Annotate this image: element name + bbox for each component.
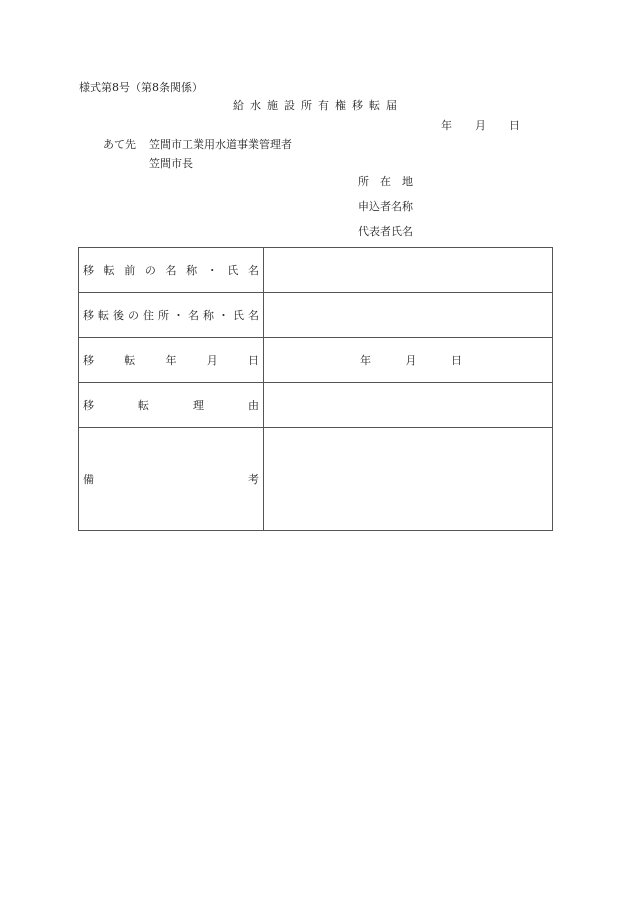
applicant-name-label: 申込者名称 bbox=[358, 200, 413, 213]
label-char: ・ bbox=[206, 264, 218, 277]
label-char: 移 bbox=[83, 264, 94, 277]
label-char: 日 bbox=[248, 354, 259, 367]
label-char: 名 bbox=[248, 264, 259, 277]
label-char: 転 bbox=[124, 354, 136, 367]
label-char: 住 bbox=[143, 309, 154, 322]
label-char: ・ bbox=[218, 309, 229, 322]
new-owner-label bbox=[79, 293, 264, 338]
label-char: 考 bbox=[248, 473, 259, 486]
date-month-label: 月 bbox=[475, 119, 486, 132]
label-char: 名 bbox=[248, 309, 259, 322]
title-char: 有 bbox=[318, 99, 329, 112]
label-char: 称 bbox=[203, 309, 214, 322]
previous-owner-label bbox=[79, 248, 264, 293]
label-char: 後 bbox=[113, 309, 124, 322]
transfer-date-value[interactable] bbox=[264, 338, 553, 383]
title-char: 転 bbox=[369, 99, 380, 112]
label-char: 前 bbox=[124, 264, 136, 277]
table-row-previous-owner bbox=[79, 248, 553, 293]
date-day-label: 日 bbox=[509, 119, 520, 132]
label-char: 由 bbox=[248, 399, 259, 412]
date-day-label: 日 bbox=[451, 354, 462, 367]
table-row-transfer-date bbox=[79, 338, 553, 383]
addressee-line-2: 笠間市長 bbox=[149, 157, 193, 170]
title-char: 施 bbox=[267, 99, 278, 112]
form-number: 様式第8号（第8条関係） bbox=[79, 81, 203, 94]
table-row-new-owner bbox=[79, 293, 553, 338]
label-char: 名 bbox=[188, 309, 199, 322]
title-char: 届 bbox=[386, 99, 397, 112]
addressee-label: あて先 bbox=[103, 138, 136, 151]
transfer-reason-label bbox=[79, 383, 264, 428]
label-char: 氏 bbox=[227, 264, 239, 277]
date-line bbox=[441, 119, 520, 133]
label-char: 備 bbox=[83, 473, 94, 486]
label-char: 移 bbox=[83, 309, 94, 322]
remarks-label bbox=[79, 428, 264, 531]
date-year-label: 年 bbox=[441, 119, 452, 132]
label-char: の bbox=[128, 309, 139, 322]
title-char: 給 bbox=[233, 99, 244, 112]
label-char: 氏 bbox=[233, 309, 244, 322]
remarks-value[interactable] bbox=[264, 428, 553, 531]
previous-owner-value[interactable] bbox=[264, 248, 553, 293]
label-char: 月 bbox=[206, 354, 218, 367]
label-char: 移 bbox=[83, 354, 94, 367]
label-char: 名 bbox=[165, 264, 177, 277]
label-char: 転 bbox=[138, 399, 149, 412]
transfer-reason-value[interactable] bbox=[264, 383, 553, 428]
table-row-transfer-reason bbox=[79, 383, 553, 428]
title-char: 設 bbox=[284, 99, 295, 112]
transfer-table bbox=[78, 247, 553, 531]
label-char: 転 bbox=[98, 309, 109, 322]
title-char: 権 bbox=[335, 99, 346, 112]
address-field-label: 所 在 地 bbox=[358, 175, 413, 188]
label-char: の bbox=[144, 264, 156, 277]
title-char: 水 bbox=[250, 99, 261, 112]
representative-name-label: 代表者氏名 bbox=[358, 225, 413, 238]
label-char: 所 bbox=[158, 309, 169, 322]
title-char: 所 bbox=[301, 99, 312, 112]
table-row-remarks bbox=[79, 428, 553, 531]
label-char: 理 bbox=[193, 399, 204, 412]
title-char: 移 bbox=[352, 99, 363, 112]
addressee-line-1: 笠間市工業用水道事業管理者 bbox=[149, 138, 292, 151]
label-char: 移 bbox=[83, 399, 94, 412]
new-owner-value[interactable] bbox=[264, 293, 553, 338]
label-char: 転 bbox=[103, 264, 115, 277]
transfer-date-label bbox=[79, 338, 264, 383]
label-char: 年 bbox=[165, 354, 177, 367]
label-char: ・ bbox=[173, 309, 184, 322]
document-title bbox=[0, 99, 630, 113]
date-year-label: 年 bbox=[360, 354, 371, 367]
date-month-label: 月 bbox=[405, 354, 417, 367]
label-char: 称 bbox=[186, 264, 198, 277]
